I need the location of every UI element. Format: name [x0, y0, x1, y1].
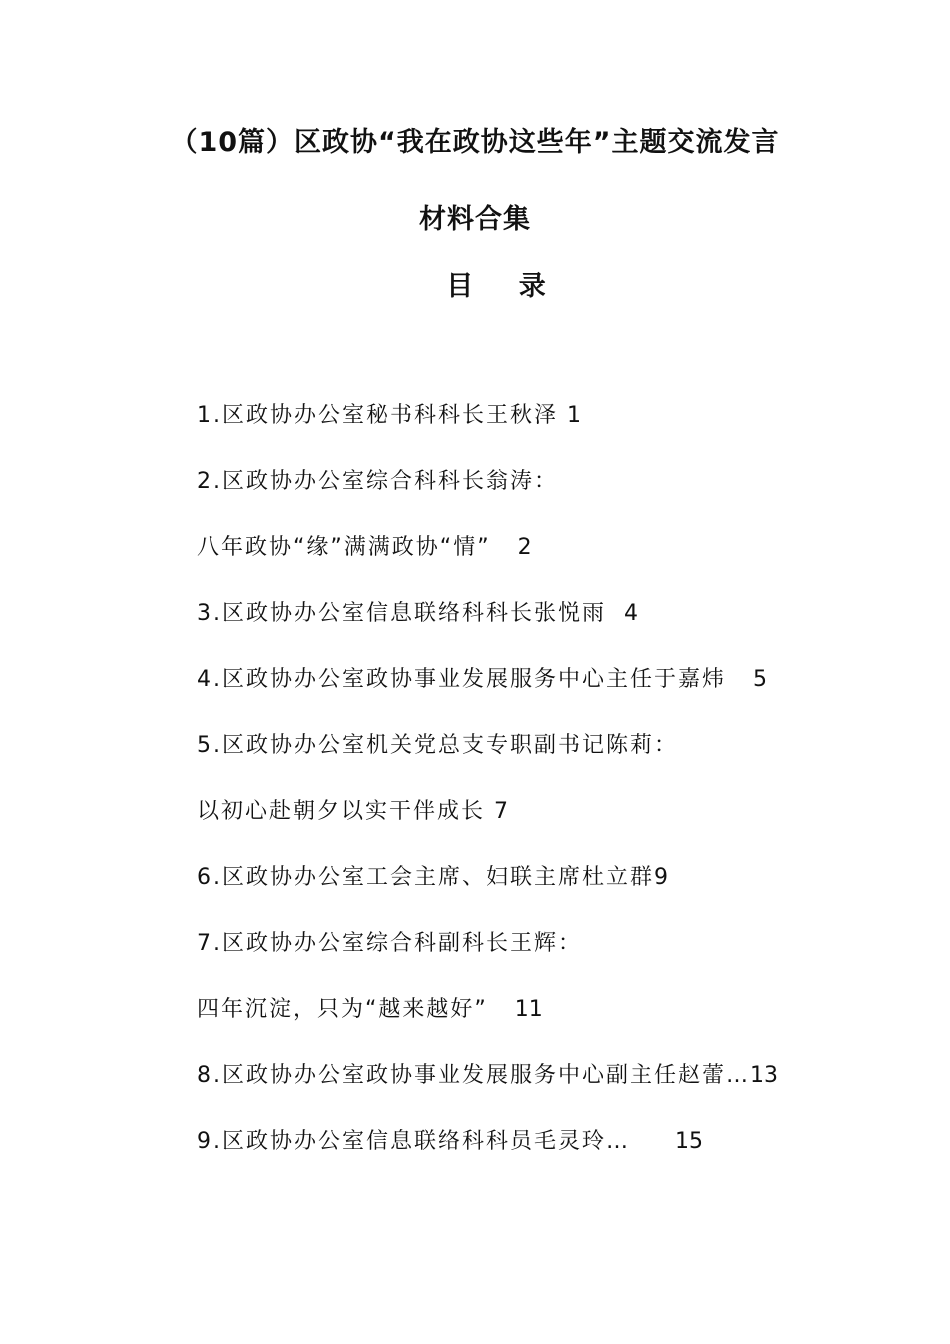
toc-entry-page: 13 — [750, 1063, 778, 1088]
toc-entry — [197, 1127, 703, 1157]
toc-entry-text: 以初心赴朝夕以实干伴成长 — [197, 799, 486, 824]
toc-entry-page: 4 — [624, 601, 638, 626]
toc-entry-text: 1.区政协办公室秘书科科长王秋泽 — [197, 403, 558, 428]
toc-entry-text: 四年沉淀，只为“越来越好” — [197, 997, 488, 1022]
toc-entry-text: 7.区政协办公室综合科副科长王辉： — [197, 931, 582, 956]
toc-entry-gap — [726, 667, 753, 692]
toc-entry-gap — [630, 1129, 675, 1154]
toc-entry-gap — [606, 601, 624, 626]
toc-entry-page: 7 — [494, 799, 509, 824]
toc-entry-page: 9 — [654, 865, 668, 890]
document-title-line-1: （10篇）区政协“我在政协这些年”主题交流发言 — [170, 127, 780, 158]
toc-entry — [197, 863, 668, 893]
toc-entry-page: 15 — [674, 1129, 703, 1154]
toc-entry — [197, 797, 508, 827]
toc-entry-text: 4.区政协办公室政协事业发展服务中心主任于嘉炜 — [197, 667, 726, 692]
toc-entry — [197, 731, 678, 761]
toc-entry-page: 2 — [517, 535, 532, 560]
toc-heading: 目 录 — [446, 271, 564, 302]
toc-entry — [197, 995, 543, 1025]
toc-entry — [197, 599, 638, 629]
toc-entry-text: 9.区政协办公室信息联络科科员毛灵玲… — [197, 1129, 630, 1154]
toc-entry — [197, 467, 558, 497]
toc-entry — [197, 533, 532, 563]
toc-entry-gap — [558, 403, 567, 428]
toc-entry — [197, 401, 581, 431]
toc-entry-text: 2.区政协办公室综合科科长翁涛： — [197, 469, 558, 494]
toc-entry-page: 5 — [752, 667, 767, 692]
toc-entry — [197, 1061, 778, 1091]
toc-entry-gap — [488, 997, 515, 1022]
toc-entry — [197, 665, 767, 695]
toc-entry-gap — [491, 535, 518, 560]
toc-entry-page: 11 — [514, 997, 543, 1022]
toc-entry-text: 5.区政协办公室机关党总支专职副书记陈莉： — [197, 733, 678, 758]
toc-entry-page: 1 — [567, 403, 581, 428]
document-title-line-2: 材料合集 — [419, 204, 531, 235]
toc-entry-text: 3.区政协办公室信息联络科科长张悦雨 — [197, 601, 606, 626]
toc-entry — [197, 929, 582, 959]
toc-entry-gap — [485, 799, 494, 824]
toc-entry-text: 6.区政协办公室工会主席、妇联主席杜立群 — [197, 865, 654, 890]
toc-entry-text: 8.区政协办公室政协事业发展服务中心副主任赵蕾… — [197, 1063, 750, 1088]
toc-entry-text: 八年政协“缘”满满政协“情” — [197, 535, 491, 560]
